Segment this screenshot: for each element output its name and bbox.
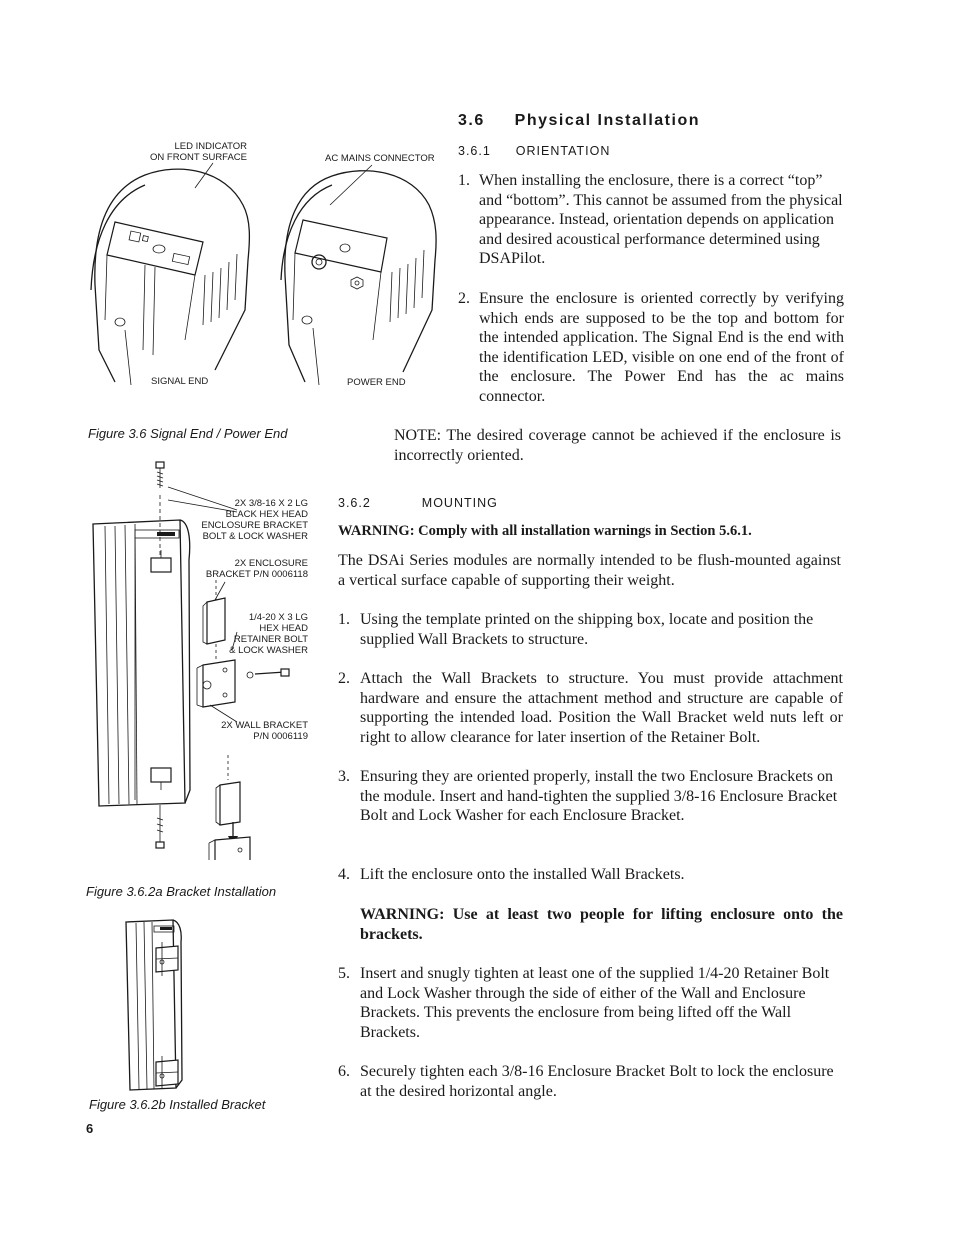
label-ac-mains-connector: AC MAINS CONNECTOR: [325, 153, 435, 164]
mounting-number: 3.6.2: [338, 496, 371, 510]
section-title: Physical Installation: [514, 112, 700, 129]
list-number: 2.: [458, 290, 470, 307]
figure-caption-3-6-2a: Figure 3.6.2a Bracket Installation: [86, 884, 277, 899]
label-wall-bracket-line-1: 2X WALL BRACKET: [221, 720, 308, 731]
label-retainer-bolt-line-1: 1/4-20 X 3 LG: [248, 612, 308, 623]
label-bolt-line-3: ENCLOSURE BRACKET: [201, 520, 308, 531]
orientation-title: ORIENTATION: [515, 144, 611, 158]
list-text: When installing the enclosure, there is a correct “top” and “bottom”. This cannot be assumed from the physical appearance. Instead, orientation depends on application and desired acoustical performance determined using DSAPilot.: [479, 172, 843, 268]
label-signal-end: SIGNAL END: [151, 376, 209, 387]
label-retainer-bolt-line-2: HEX HEAD: [259, 623, 308, 634]
mounting-item-1: [338, 610, 841, 649]
orientation-item-2: [458, 289, 844, 407]
label-wall-bracket-line-2: P/N 0006119: [253, 731, 308, 742]
page-number: 6: [86, 1121, 94, 1136]
installed-bracket-illustration: [118, 912, 198, 1092]
list-text: Insert and snugly tighten at least one of the supplied 1/4-20 Retainer Bolt and Lock Washer through the side of either of the Wall and Enclosure Brackets. This prevents the enclosure from being lifted off the Wall Brackets.: [360, 965, 830, 1041]
label-bolt-line-1: 2X 3/8-16 X 2 LG: [234, 498, 308, 509]
label-enclosure-bracket-line-2: BRACKET P/N 0006118: [205, 569, 308, 580]
list-text: Ensure the enclosure is oriented correctly by verifying which ends are supposed to be the top and bottom for the intended application. The Signal End is the end with the identification LED, visible on one end of the front of the enclosure. The Power End has the ac mains connector.: [479, 290, 844, 405]
orientation-item-1: [458, 171, 844, 269]
list-number: 2.: [338, 670, 350, 687]
mounting-item-6: [338, 1062, 841, 1101]
mounting-title: MOUNTING: [421, 496, 498, 510]
list-text: Using the template printed on the shipping box, locate and position the supplied Wall Brackets to structure.: [360, 611, 814, 648]
section-heading: [458, 112, 700, 130]
label-bolt-line-2: BLACK HEX HEAD: [225, 509, 308, 520]
list-text: Lift the enclosure onto the installed Wall Brackets.: [360, 866, 685, 883]
mounting-warning-2: WARNING: Use at least two people for lifting enclosure onto the brackets.: [360, 906, 843, 943]
list-number: 1.: [338, 611, 350, 628]
orientation-note: NOTE: The desired coverage cannot be achieved if the enclosure is incorrectly oriented.: [394, 427, 841, 464]
label-led-indicator-2: ON FRONT SURFACE: [150, 152, 247, 163]
list-number: 6.: [338, 1063, 350, 1080]
mounting-warning-1: WARNING: Comply with all installation warnings in Section 5.6.1.: [338, 523, 752, 539]
list-number: 5.: [338, 965, 350, 982]
mounting-intro: The DSAi Series modules are normally intended to be flush-mounted against a vertical surface capable of supporting their weight.: [338, 552, 841, 589]
orientation-number: 3.6.1: [458, 144, 491, 158]
orientation-heading: [458, 144, 610, 158]
label-led-indicator-1: LED INDICATOR: [174, 141, 247, 152]
list-number: 4.: [338, 866, 350, 883]
list-text: Securely tighten each 3/8-16 Enclosure Bracket Bolt to lock the enclosure at the desired horizontal angle.: [360, 1063, 834, 1100]
section-number: 3.6: [458, 112, 485, 129]
mounting-item-5: [338, 964, 843, 1042]
figure-caption-3-6: Figure 3.6 Signal End / Power End: [88, 426, 288, 441]
mounting-item-4: [338, 865, 841, 885]
mounting-heading: [338, 496, 498, 510]
label-retainer-bolt-line-4: & LOCK WASHER: [229, 645, 308, 656]
list-text: Ensuring they are oriented properly, install the two Enclosure Brackets on the module. Insert and hand-tighten the supplied 3/8-16 Enclosure Bracket Bolt and Lock Washer for each Enclosure Bracket.: [360, 768, 838, 825]
list-number: 1.: [458, 172, 470, 189]
label-power-end: POWER END: [347, 377, 406, 388]
label-enclosure-bracket-line-1: 2X ENCLOSURE: [234, 558, 308, 569]
label-bolt-line-4: BOLT & LOCK WASHER: [202, 531, 308, 542]
label-retainer-bolt-line-3: RETAINER BOLT: [233, 634, 308, 645]
figure-caption-3-6-2b: Figure 3.6.2b Installed Bracket: [89, 1097, 266, 1112]
list-text: Attach the Wall Brackets to structure. You must provide attachment hardware and ensure the attachment method and structure are capable of supporting the intended load. Position the Wall Bracket weld nuts left or right to allow clearance for later insertion of the Retainer Bolt.: [360, 670, 843, 746]
mounting-item-3: [338, 767, 841, 826]
list-number: 3.: [338, 768, 350, 785]
mounting-item-2: [338, 669, 843, 747]
